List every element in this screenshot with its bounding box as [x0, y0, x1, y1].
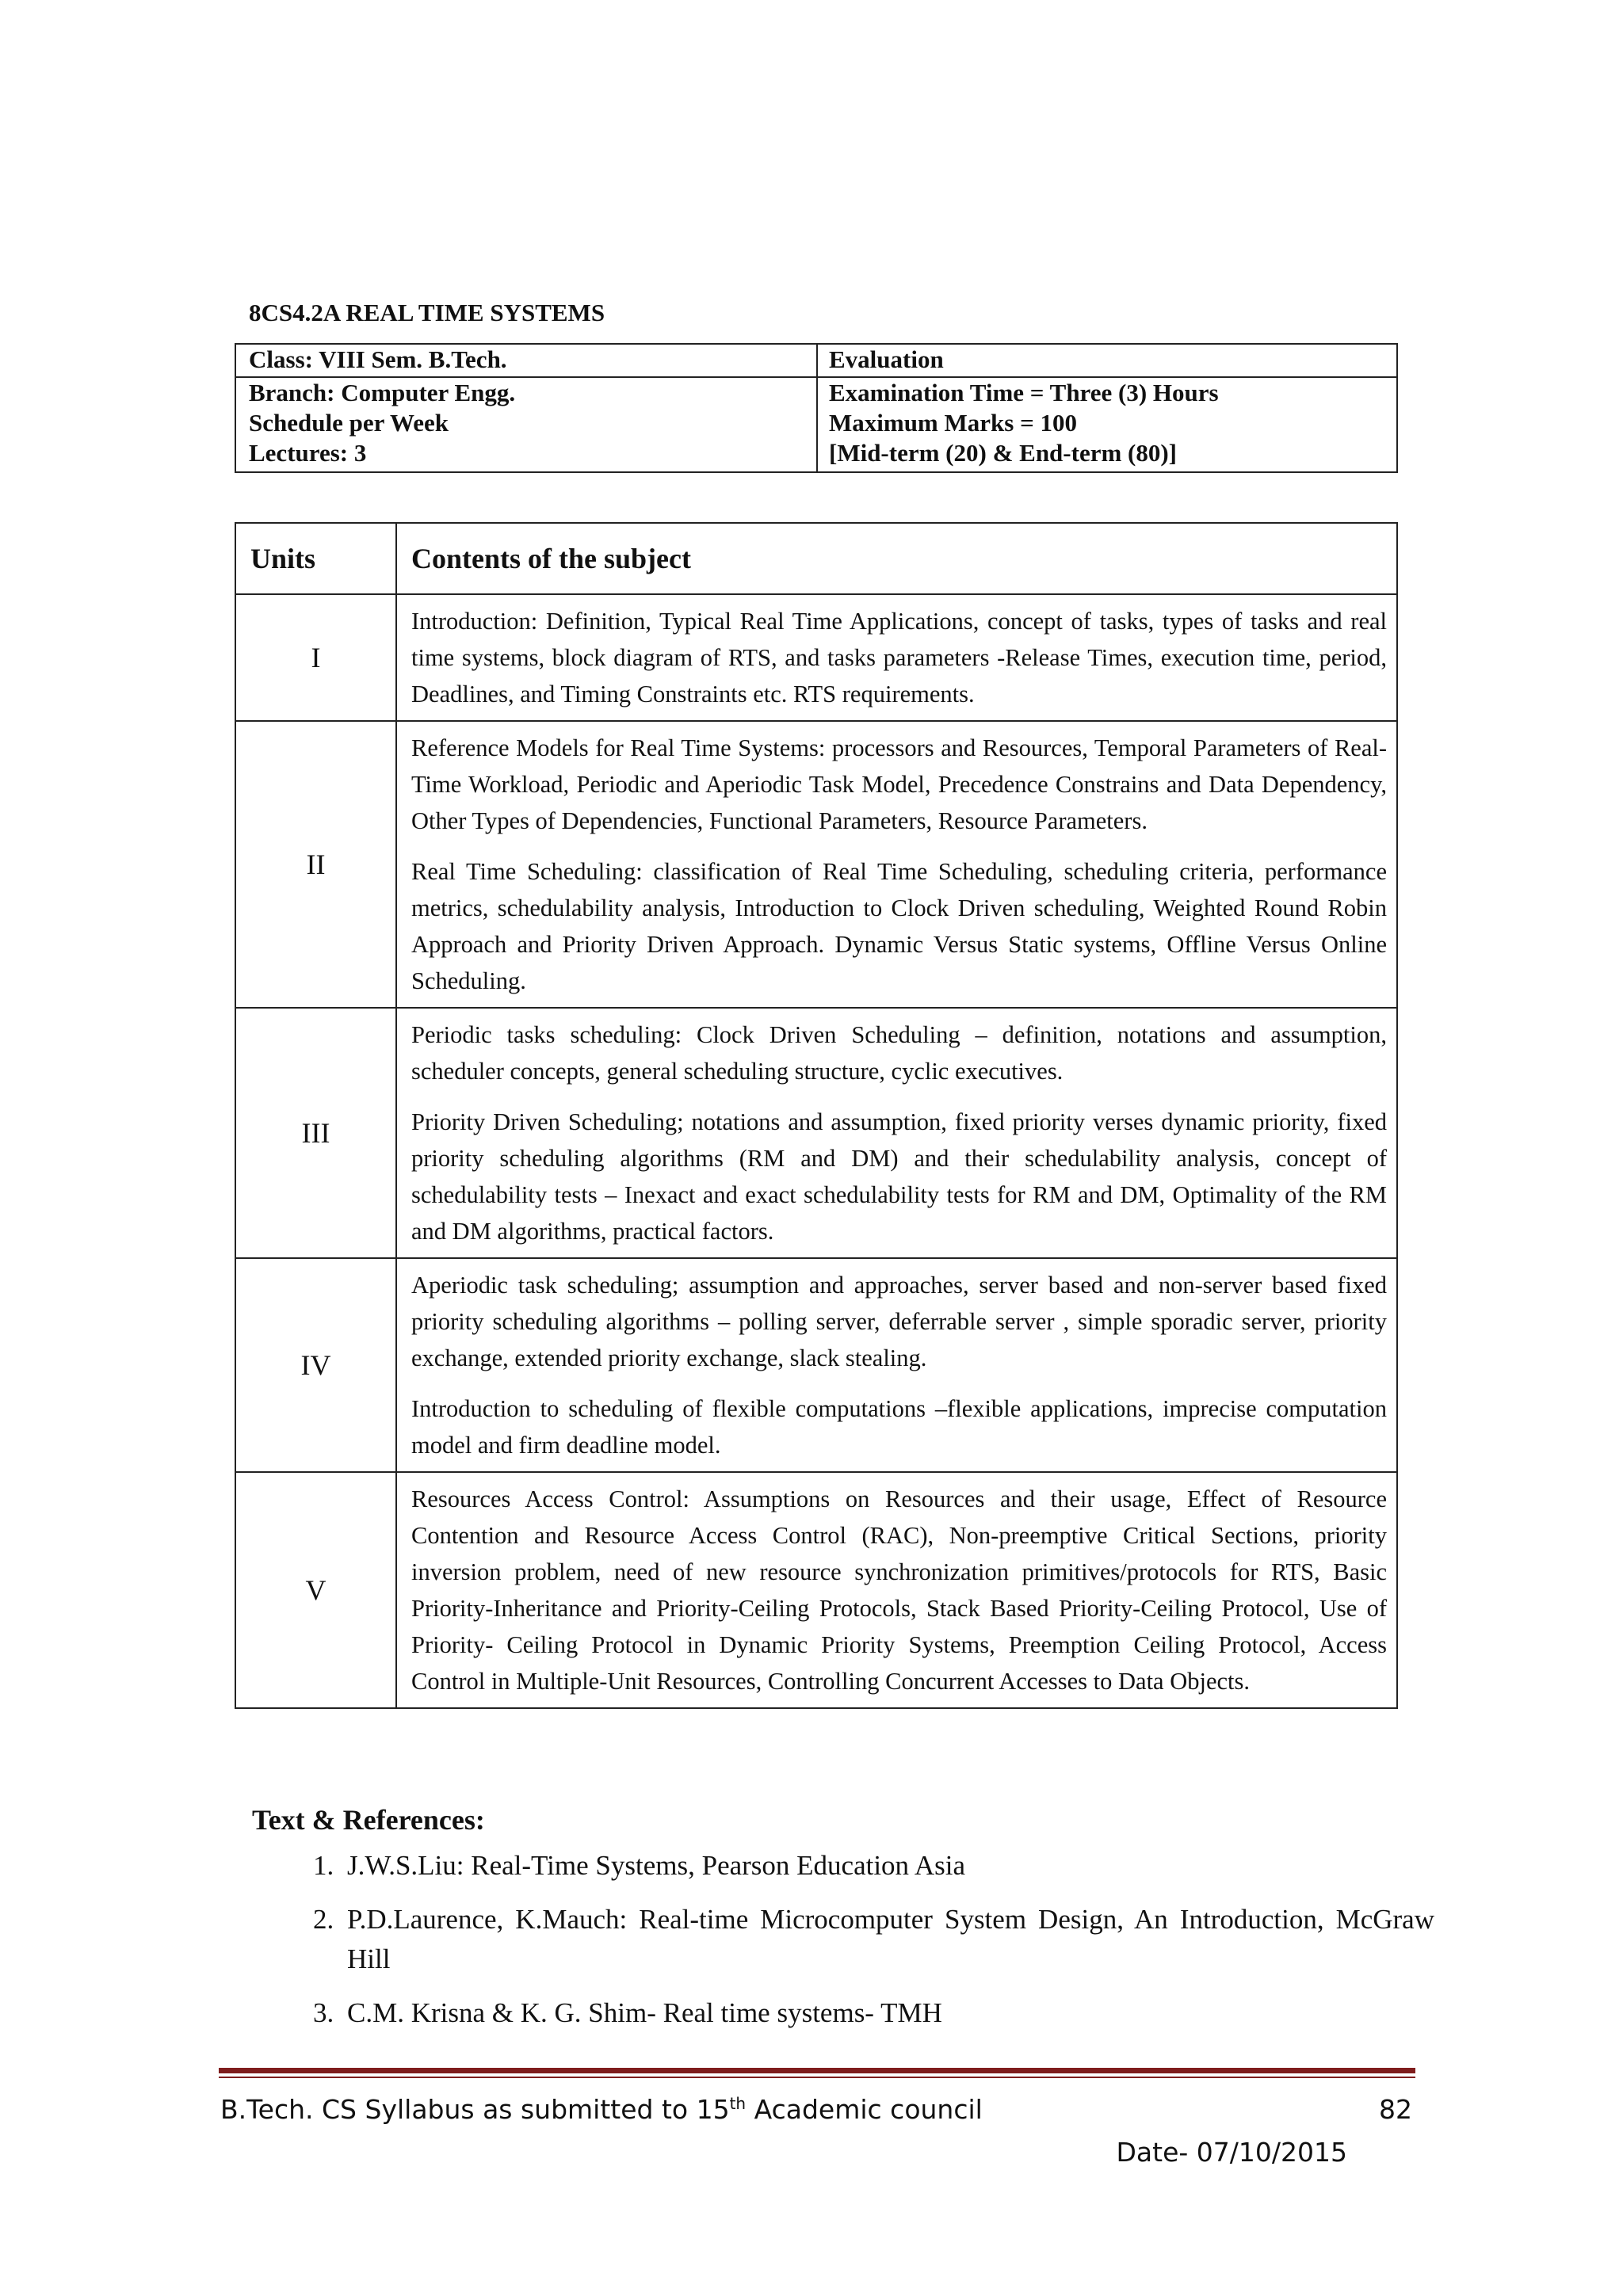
- max-marks-text: Maximum Marks = 100: [829, 409, 1077, 437]
- evaluation-cell: Evaluation: [817, 344, 1397, 377]
- reference-item: 3. C.M. Krisna & K. G. Shim- Real time systems- TMH: [341, 1993, 1434, 2033]
- exam-details-cell: [817, 377, 1397, 472]
- syllabus-table: [235, 522, 1398, 1709]
- course-info-table: [235, 343, 1398, 473]
- unit-row: [235, 721, 1397, 1008]
- unit-contents: [396, 1258, 1397, 1472]
- class-cell: Class: VIII Sem. B.Tech.: [235, 344, 817, 377]
- unit-contents: [396, 721, 1397, 1008]
- unit-paragraph: Aperiodic task scheduling; assumption and approaches, server based and non-server based fixed priority scheduling algorithms – polling server, deferrable server , simple sporadic server, priority exchange, extended priority exchange, slack stealing.: [411, 1272, 1387, 1371]
- unit-row: [235, 594, 1397, 721]
- branch-schedule-cell: [235, 377, 817, 472]
- page-number: 82: [1379, 2094, 1412, 2125]
- units-header: Units: [235, 523, 396, 594]
- contents-header: Contents of the subject: [396, 523, 1397, 594]
- unit-paragraph: Priority Driven Scheduling; notations and assumption, fixed priority verses dynamic priority, fixed priority scheduling algorithms (RM and DM) and their schedulability analysis, concept of schedulability tests – Inexact and exact schedulability tests for RM and DM, Optimality of the RM and DM algorithms, practical factors.: [411, 1108, 1387, 1245]
- unit-row: [235, 1008, 1397, 1258]
- mid-end-term-text: [Mid-term (20) & End-term (80)]: [829, 439, 1178, 467]
- exam-time-text: Examination Time = Three (3) Hours: [829, 379, 1219, 406]
- references-heading: Text & References:: [252, 1804, 485, 1836]
- course-title: 8CS4.2A REAL TIME SYSTEMS: [249, 299, 605, 326]
- unit-row: [235, 1472, 1397, 1708]
- unit-paragraph: Real Time Scheduling: classification of Real Time Scheduling, scheduling criteria, performance metrics, schedulability analysis, Introduction to Clock Driven scheduling, Weighted Round Robin Approach and Priority Driven Approach. Dynamic Versus Static systems, Offline Versus Online Scheduling.: [411, 858, 1387, 994]
- unit-row: [235, 1258, 1397, 1472]
- reference-item: 1. J.W.S.Liu: Real-Time Systems, Pearson Education Asia: [341, 1846, 1434, 1886]
- footer-text-start: B.Tech. CS Syllabus as submitted to 15: [220, 2094, 730, 2125]
- footer-rule-thin: [219, 2077, 1415, 2078]
- footer-date: Date- 07/10/2015: [1116, 2137, 1347, 2168]
- unit-contents: [396, 594, 1397, 721]
- unit-paragraph: Periodic tasks scheduling: Clock Driven Scheduling – definition, notations and assumption, scheduler concepts, general scheduling structure, cyclic executives.: [411, 1021, 1387, 1085]
- footer-rule-thick: [219, 2068, 1415, 2073]
- unit-contents: [396, 1008, 1397, 1258]
- unit-number: III: [235, 1008, 396, 1258]
- schedule-text: Schedule per Week: [249, 409, 449, 437]
- branch-text: Branch: Computer Engg.: [249, 379, 516, 406]
- references-list: [295, 1846, 1434, 2047]
- footer-text-end: Academic council: [746, 2094, 983, 2125]
- footer-text: [220, 2094, 983, 2125]
- unit-number: II: [235, 721, 396, 1008]
- unit-paragraph: Resources Access Control: Assumptions on Resources and their usage, Effect of Resource Contention and Resource Access Control (RAC), Non-preemptive Critical Sections, priority inversion problem, need of new resource synchronization primitives/protocols for RTS, Basic Priority-Inheritance and Priority-Ceiling Protocols, Stack Based Priority-Ceiling Protocol, Use of Priority- Ceiling Protocol in Dynamic Priority Systems, Preemption Ceiling Protocol, Access Control in Multiple-Unit Resources, Controlling Concurrent Accesses to Data Objects.: [411, 1486, 1387, 1695]
- unit-paragraph: Introduction: Definition, Typical Real Time Applications, concept of tasks, types of tasks and real time systems, block diagram of RTS, and tasks parameters -Release Times, execution time, period, Deadlines, and Timing Constraints etc. RTS requirements.: [411, 608, 1387, 707]
- lectures-text: Lectures: 3: [249, 439, 367, 467]
- reference-item: 2. P.D.Laurence, K.Mauch: Real-time Microcomputer System Design, An Introduction, McGraw Hill: [341, 1900, 1434, 1979]
- unit-number: IV: [235, 1258, 396, 1472]
- unit-contents: [396, 1472, 1397, 1708]
- unit-paragraph: Reference Models for Real Time Systems: processors and Resources, Temporal Parameters of Real-Time Workload, Periodic and Aperiodic Task Model, Precedence Constrains and Data Dependency, Other Types of Dependencies, Functional Parameters, Resource Parameters.: [411, 734, 1387, 834]
- unit-number: I: [235, 594, 396, 721]
- footer-superscript: th: [729, 2094, 747, 2113]
- syllabus-header-row: [235, 523, 1397, 594]
- unit-number: V: [235, 1472, 396, 1708]
- unit-paragraph: Introduction to scheduling of flexible computations –flexible applications, imprecise computation model and firm deadline model.: [411, 1395, 1387, 1459]
